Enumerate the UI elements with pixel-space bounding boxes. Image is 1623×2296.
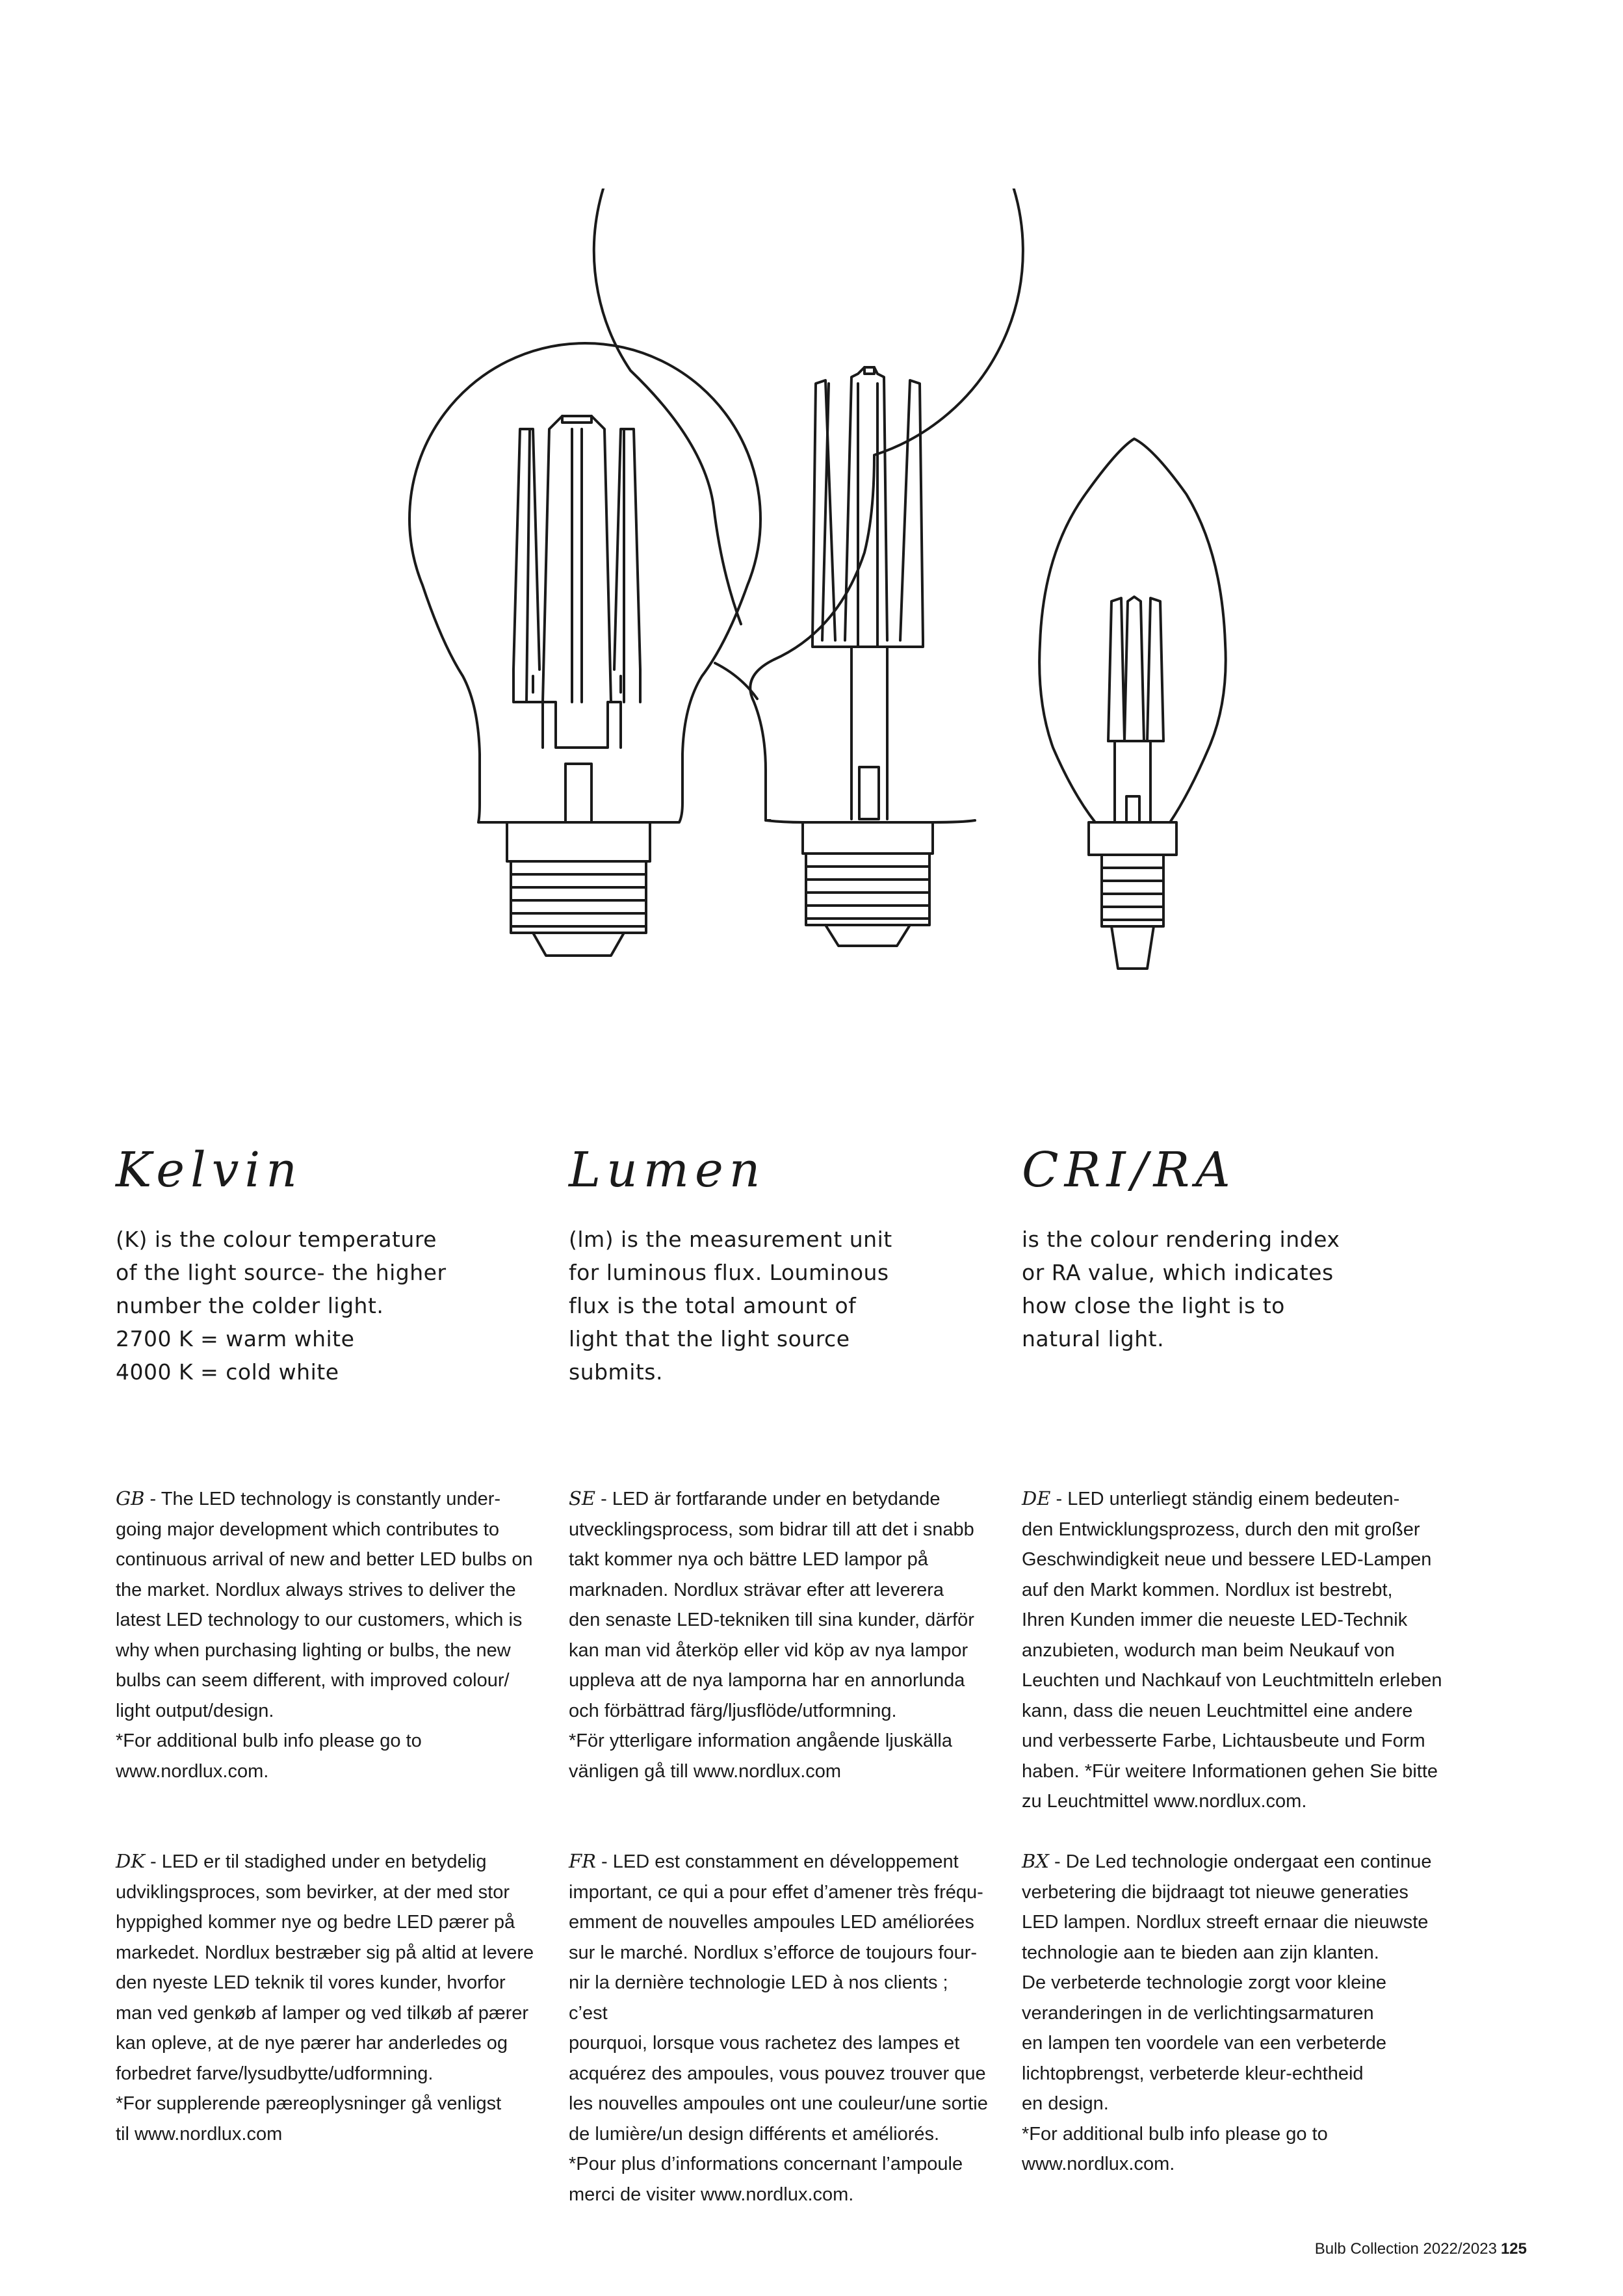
kelvin-definition: (K) is the colour temperature of the light source- the higher number the colder light. 2700 K = warm white 4000 K = cold white [116, 1227, 447, 1385]
kelvin-title: Kelvin [116, 1142, 303, 1198]
page-footer [1315, 2240, 1527, 2258]
lang-text: LED är fortfarande under en betydande utvecklingsprocess, som bidrar till att det i snabb takt kommer nya och bättre LED lampor på marknaden. Nordlux strävar efter att leverera den senaste LED-tekniken till sina kunder, därför kan man vid återköp eller vid köp av nya lampor uppleva att de nya lamporna har en annorlunda och förbättrad färg/ljusflöde/utformning. *För ytterligare information angående ljuskälla vänligen gå till www.nordlux.com [569, 1489, 974, 1782]
lang-code: DK [116, 1850, 145, 1872]
lumen-definition: (lm) is the measurement unit for luminous flux. Louminous flux is the total amount of light that the light source submits. [569, 1227, 892, 1385]
page-number: 125 [1500, 2240, 1527, 2258]
lang-text: De Led technologie ondergaat een continue verbetering die bijdraagt tot nieuwe generaties LED lampen. Nordlux streeft ernaar die nieuwste technologie aan te bieden aan zijn klanten. De verbeterde technologie zorgt voor kleine veranderingen in de verlichtingsarmaturen en lampen ten voordele van een verbeterde lichtopbrengst, verbeterde kleur-echtheid en design. *For additional bulb info please go to www.nordlux.com. [1022, 1851, 1432, 2174]
cri-definition: is the colour rendering index or RA value, which indicates how close the light is to natural light. [1022, 1227, 1340, 1351]
globe-bulb-base [766, 367, 975, 946]
kelvin-column [116, 1142, 538, 1389]
candle-bulb [1039, 439, 1226, 969]
lang-code: BX [1022, 1850, 1049, 1872]
cri-column [1022, 1142, 1444, 1355]
lumen-column [569, 1142, 991, 1389]
globe-bulb [594, 189, 1023, 820]
lang-text: LED unterliegt ständig einem bedeuten- den Entwicklungsprozess, durch den mit großer Geschwindigkeit neue und bessere LED-Lampen auf den Markt kommen. Nordlux ist bestrebt, Ihren Kunden immer die neueste LED-Technik anzubieten, wodurch man beim Neukauf von Leuchten und Nachkauf von Leuchtmitteln erleben kann, dass die neuen Leuchtmittel eine andere und verbesserte Farbe, Lichtausbeute und Form haben. *Für weitere Informationen gehen Sie bitte zu Leuchtmittel www.nordlux.com. [1022, 1489, 1442, 1812]
lang-code: DE [1022, 1487, 1051, 1509]
lang-block-dk: DK - LED er til stadighed under en betydelig udviklingsproces, som bevirker, at der med stor hyppighed kommer nye og bedre LED pærer på markedet. Nordlux bestræber sig på altid at levere den nyeste LED teknik til vores kunder, hvorfor man ved genkøb af lamper og ved tilkøb af pærer kan opleve, at de nye pærer har anderledes og forbedret farve/lysudbytte/udformning. *For supplerende pæreoplysninger gå venligst til www.nordlux.com [116, 1850, 534, 2145]
lang-code: SE [569, 1487, 596, 1509]
a60-bulb [409, 343, 760, 956]
lang-code: FR [569, 1850, 596, 1872]
bulb-illustration [351, 189, 1261, 1001]
lang-block-se: SE - LED är fortfarande under en betydande utvecklingsprocess, som bidrar till att det i snabb takt kommer nya och bättre LED lampor på marknaden. Nordlux strävar efter att leverera den senaste LED-tekniken till sina kunder, därför kan man vid återköp eller vid köp av nya lampor uppleva att de nya lamporna har en annorlunda och förbättrad färg/ljusflöde/utformning. *För ytterligare information angående ljuskälla vänligen gå till www.nordlux.com [569, 1487, 974, 1782]
footer-label: Bulb Collection 2022/2023 [1314, 2240, 1497, 2258]
lang-block-de: DE - LED unterliegt ständig einem bedeuten- den Entwicklungsprozess, durch den mit großer Geschwindigkeit neue und bessere LED-Lampen auf den Markt kommen. Nordlux ist bestrebt, Ihren Kunden immer die neueste LED-Technik anzubieten, wodurch man beim Neukauf von Leuchten und Nachkauf von Leuchtmitteln erleben kann, dass die neuen Leuchtmittel eine andere und verbesserte Farbe, Lichtausbeute und Form haben. *Für weitere Informationen gehen Sie bitte zu Leuchtmittel www.nordlux.com. [1022, 1487, 1442, 1812]
lang-block-bx: BX - De Led technologie ondergaat een continue verbetering die bijdraagt tot nieuwe generaties LED lampen. Nordlux streeft ernaar die nieuwste technologie aan te bieden aan zijn klanten. De verbeterde technologie zorgt voor kleine veranderingen in de verlichtingsarmaturen en lampen ten voordele van een verbeterde lichtopbrengst, verbeterde kleur-echtheid en design. *For additional bulb info please go to www.nordlux.com. [1022, 1850, 1432, 2174]
lang-code: GB [116, 1487, 145, 1509]
lang-text: The LED technology is constantly under- going major development which contributes to continuous arrival of new and better LED bulbs on the market. Nordlux always strives to deliver the latest LED technology to our customers, which is why when purchasing lighting or bulbs, the new bulbs can seem different, with improved colour/ light output/design. *For additional bulb info please go to www.nordlux.com. [116, 1489, 533, 1782]
lang-block-fr: FR - LED est constamment en développement important, ce qui a pour effet d’amener très fréqu- emment de nouvelles ampoules LED améliorées sur le marché. Nordlux s’efforce de toujours four- nir la dernière technologie LED à nos clients ; c’est pourquoi, lorsque vous rachetez des lampes et acquérez des ampoules, vous pouvez trouver que les nouvelles ampoules ont une couleur/une sortie de lumière/un design différents et améliorés. *Pour plus d’informations concernant l’ampoule merci de visiter www.nordlux.com. [569, 1850, 988, 2205]
lang-text: LED est constamment en développement important, ce qui a pour effet d’amener très fréqu- emment de nouvelles ampoules LED améliorées sur le marché. Nordlux s’efforce de toujours four- nir la dernière technologie LED à nos clients ; c’est pourquoi, lorsque vous rachetez des lampes et acquérez des ampoules, vous pouvez trouver que les nouvelles ampoules ont une couleur/une sortie de lumière/un design différents et améliorés. *Pour plus d’informations concernant l’ampoule merci de visiter www.nordlux.com. [569, 1851, 988, 2205]
cri-title: CRI/RA [1022, 1142, 1236, 1198]
lumen-title: Lumen [569, 1142, 766, 1198]
lang-text: LED er til stadighed under en betydelig udviklingsproces, som bevirker, at der med stor hyppighed kommer nye og bedre LED pærer på markedet. Nordlux bestræber sig på altid at levere den nyeste LED teknik til vores kunder, hvorfor man ved genkøb af lamper og ved tilkøb af pærer kan opleve, at de nye pærer har anderledes og forbedret farve/lysudbytte/udformning. *For supplerende pæreoplysninger gå venligst til www.nordlux.com [116, 1851, 534, 2145]
lang-block-gb: GB - The LED technology is constantly under- going major development which contributes to continuous arrival of new and better LED bulbs on the market. Nordlux always strives to deliver the latest LED technology to our customers, which is why when purchasing lighting or bulbs, the new bulbs can seem different, with improved colour/ light output/design. *For additional bulb info please go to www.nordlux.com. [116, 1487, 533, 1782]
